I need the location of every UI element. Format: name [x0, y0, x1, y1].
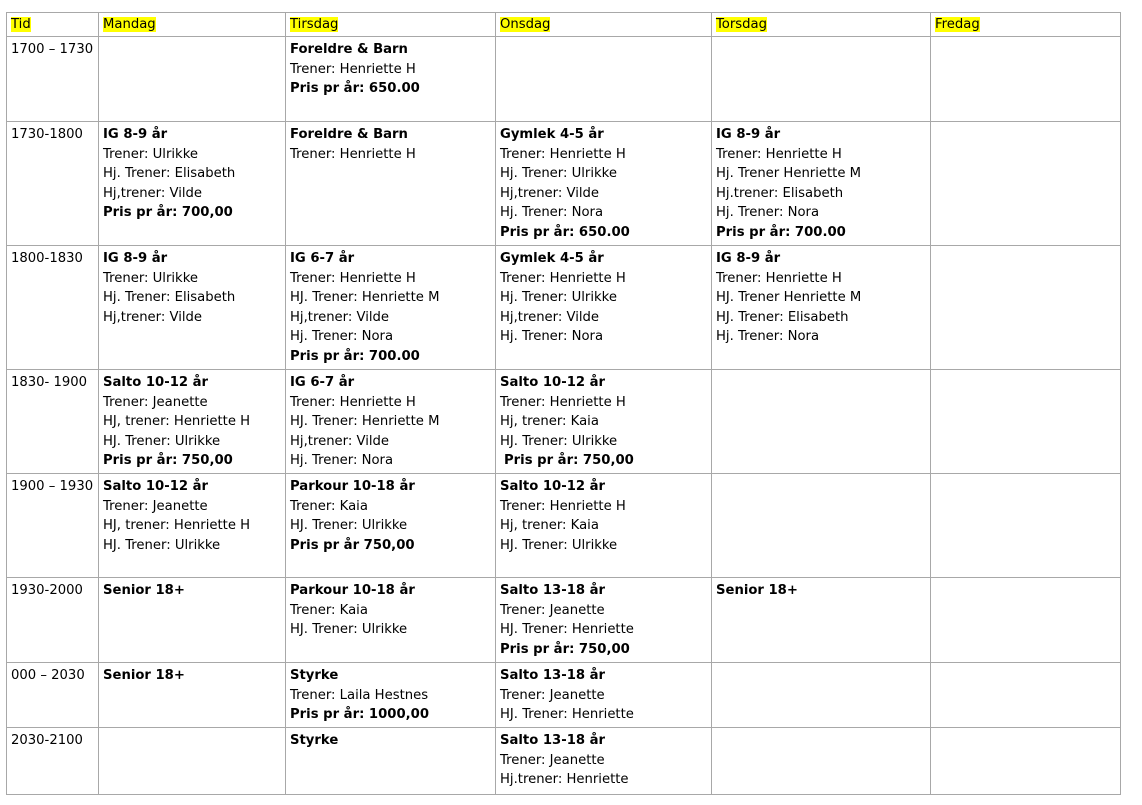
session-cell	[286, 728, 496, 795]
schedule-row	[7, 578, 1121, 663]
session-price: Pris pr år: 750,00	[500, 641, 630, 657]
schedule-table	[6, 12, 1121, 795]
session-price: Pris pr år: 700.00	[290, 348, 420, 364]
session-detail: Hj, trener: Kaia	[500, 518, 599, 533]
session-detail: HJ. Trener: Henriette M	[290, 414, 440, 429]
session-cell	[286, 474, 496, 578]
time-cell: 2030-2100	[7, 728, 99, 795]
session-detail: Hj,trener: Vilde	[290, 433, 390, 449]
session-detail: Hj,trener: Vilde	[500, 185, 600, 201]
header-row	[7, 13, 1121, 37]
session-detail: HJ. Trener: Ulrikke	[290, 622, 408, 637]
session-cell	[931, 663, 1121, 728]
session-title: Salto 10-12 år	[500, 375, 606, 390]
header-label: Tid	[11, 17, 31, 32]
session-detail: Trener: Jeanette	[103, 394, 208, 410]
time-cell: 1730-1800	[7, 122, 99, 246]
header-tuesday	[286, 13, 496, 37]
session-detail: Trener: Ulrikke	[103, 270, 198, 286]
session-title: Parkour 10-18 år	[290, 479, 415, 494]
session-title: Salto 13-18 år	[500, 583, 606, 598]
session-detail: Trener: Kaia	[290, 498, 368, 514]
session-detail: Hj. Trener: Nora	[716, 205, 820, 220]
session-detail: Hj. Trener: Elisabeth	[103, 290, 236, 305]
session-detail: Trener: Henriette H	[716, 146, 842, 162]
session-cell	[99, 37, 286, 122]
session-price: Pris pr år: 1000,00	[290, 707, 429, 722]
session-title: Salto 13-18 år	[500, 733, 606, 748]
session-detail: HJ. Trener: Ulrikke	[500, 433, 618, 449]
session-price: Pris pr år: 700,00	[103, 205, 233, 220]
session-cell	[931, 246, 1121, 370]
session-cell	[712, 728, 931, 795]
session-cell	[712, 663, 931, 728]
session-detail: HJ. Trener: Henriette M	[290, 290, 440, 305]
session-title: Salto 10-12 år	[500, 479, 606, 494]
session-detail: Trener: Jeanette	[500, 687, 605, 703]
session-detail: Hj. Trener: Ulrikke	[500, 290, 617, 305]
header-monday	[99, 13, 286, 37]
time-cell: 1930-2000	[7, 578, 99, 663]
time-cell: 1800-1830	[7, 246, 99, 370]
session-cell	[286, 578, 496, 663]
session-cell	[99, 474, 286, 578]
header-label: Tirsdag	[290, 17, 339, 32]
time-cell: 000 – 2030	[7, 663, 99, 728]
header-thursday	[712, 13, 931, 37]
schedule-row	[7, 663, 1121, 728]
session-cell	[99, 122, 286, 246]
session-detail: Trener: Jeanette	[500, 752, 605, 768]
session-detail: Trener: Laila Hestnes	[290, 687, 429, 703]
header-label: Fredag	[935, 17, 980, 32]
session-title: IG 6-7 år	[290, 375, 355, 390]
session-cell	[286, 122, 496, 246]
schedule-row	[7, 37, 1121, 122]
session-detail: HJ. Trener: Ulrikke	[290, 518, 408, 533]
header-label: Torsdag	[716, 17, 767, 32]
session-detail: Trener: Henriette H	[500, 270, 626, 286]
session-title: Salto 10-12 år	[103, 479, 209, 494]
time-cell: 1830- 1900	[7, 370, 99, 474]
session-detail: HJ, trener: Henriette H	[103, 414, 251, 429]
session-title: Styrke	[290, 733, 339, 748]
session-detail: HJ. Trener: Elisabeth	[716, 309, 849, 325]
session-cell	[496, 728, 712, 795]
schedule-row	[7, 122, 1121, 246]
session-cell	[99, 578, 286, 663]
session-title: Styrke	[290, 668, 339, 683]
session-cell	[931, 728, 1121, 795]
session-title: Foreldre & Barn	[290, 42, 408, 57]
session-detail: Hj,trener: Vilde	[103, 185, 203, 201]
schedule-row	[7, 246, 1121, 370]
session-cell	[712, 37, 931, 122]
session-detail: HJ. Trener: Ulrikke	[103, 433, 221, 449]
session-title: Foreldre & Barn	[290, 127, 408, 142]
schedule-body	[7, 37, 1121, 795]
time-cell: 1700 – 1730	[7, 37, 99, 122]
session-title: IG 6-7 år	[290, 251, 355, 266]
schedule-row	[7, 474, 1121, 578]
session-detail: Trener: Henriette H	[290, 394, 416, 410]
session-price: Pris pr år 750,00	[290, 537, 415, 553]
session-detail: HJ. Trener: Henriette	[500, 622, 634, 637]
session-cell	[712, 578, 931, 663]
session-cell	[712, 246, 931, 370]
session-detail: HJ. Trener Henriette M	[716, 290, 862, 305]
session-detail: Trener: Henriette H	[290, 61, 416, 77]
session-cell	[931, 474, 1121, 578]
header-wednesday	[496, 13, 712, 37]
header-label: Mandag	[103, 17, 156, 32]
session-detail: Trener: Jeanette	[500, 602, 605, 618]
session-detail: Hj. Trener: Elisabeth	[103, 166, 236, 181]
session-detail: Trener: Kaia	[290, 602, 368, 618]
header-label: Onsdag	[500, 17, 551, 32]
session-cell	[99, 370, 286, 474]
session-cell	[496, 474, 712, 578]
header-friday	[931, 13, 1121, 37]
session-detail: HJ. Trener: Ulrikke	[103, 537, 221, 553]
session-detail: Hj,trener: Vilde	[290, 309, 390, 325]
session-detail: Hj. Trener: Nora	[716, 329, 820, 344]
session-cell	[496, 246, 712, 370]
session-cell	[496, 578, 712, 663]
session-detail: Hj,trener: Vilde	[103, 309, 203, 325]
session-cell	[931, 37, 1121, 122]
session-detail: Trener: Henriette H	[290, 270, 416, 286]
session-detail: Hj,trener: Vilde	[500, 309, 600, 325]
session-price: Pris pr år: 750,00	[504, 453, 634, 468]
session-cell	[931, 578, 1121, 663]
session-cell	[496, 122, 712, 246]
session-price: Pris pr år: 650.00	[500, 224, 630, 240]
session-cell	[286, 37, 496, 122]
session-cell	[99, 663, 286, 728]
session-detail: Hj. Trener: Nora	[500, 205, 604, 220]
session-detail: HJ. Trener: Henriette	[500, 707, 634, 722]
session-cell	[99, 728, 286, 795]
session-title: Gymlek 4-5 år	[500, 251, 604, 266]
session-detail: Trener: Ulrikke	[103, 146, 198, 162]
session-detail: Hj, trener: Kaia	[500, 414, 599, 429]
session-title: IG 8-9 år	[716, 251, 781, 266]
schedule-row	[7, 370, 1121, 474]
session-detail: Hj. Trener Henriette M	[716, 166, 862, 181]
session-title: Senior 18+	[716, 583, 798, 598]
session-detail: Hj. Trener: Ulrikke	[500, 166, 617, 181]
session-title: IG 8-9 år	[103, 251, 168, 266]
schedule-row	[7, 728, 1121, 795]
session-detail: Hj. Trener: Nora	[500, 329, 604, 344]
session-title: Senior 18+	[103, 668, 185, 683]
session-detail: Trener: Jeanette	[103, 498, 208, 514]
session-cell	[496, 663, 712, 728]
session-detail: Trener: Henriette H	[500, 498, 626, 514]
session-title: Gymlek 4-5 år	[500, 127, 604, 142]
session-title: IG 8-9 år	[103, 127, 168, 142]
session-detail: Hj.trener: Elisabeth	[716, 185, 844, 201]
time-cell: 1900 – 1930	[7, 474, 99, 578]
session-cell	[286, 663, 496, 728]
session-title: Salto 10-12 år	[103, 375, 209, 390]
session-detail: Trener: Henriette H	[500, 394, 626, 410]
session-cell	[712, 370, 931, 474]
session-price: Pris pr år: 750,00	[103, 453, 233, 468]
session-detail: Hj. Trener: Nora	[290, 329, 394, 344]
session-cell	[286, 370, 496, 474]
session-title: Senior 18+	[103, 583, 185, 598]
session-detail: Trener: Henriette H	[716, 270, 842, 286]
session-detail: HJ, trener: Henriette H	[103, 518, 251, 533]
session-cell	[496, 370, 712, 474]
session-price: Pris pr år: 700.00	[716, 224, 846, 240]
session-title: Parkour 10-18 år	[290, 583, 415, 598]
session-title: IG 8-9 år	[716, 127, 781, 142]
session-cell	[712, 122, 931, 246]
session-detail: Hj. Trener: Nora	[290, 453, 394, 468]
session-cell	[931, 122, 1121, 246]
header-time	[7, 13, 99, 37]
session-cell	[931, 370, 1121, 474]
session-cell	[99, 246, 286, 370]
session-detail: Trener: Henriette H	[500, 146, 626, 162]
session-detail: Trener: Henriette H	[290, 146, 416, 162]
session-detail: HJ. Trener: Ulrikke	[500, 537, 618, 553]
session-title: Salto 13-18 år	[500, 668, 606, 683]
session-price: Pris pr år: 650.00	[290, 81, 420, 96]
session-cell	[286, 246, 496, 370]
session-cell	[496, 37, 712, 122]
session-cell	[712, 474, 931, 578]
session-detail: Hj.trener: Henriette	[500, 772, 629, 787]
